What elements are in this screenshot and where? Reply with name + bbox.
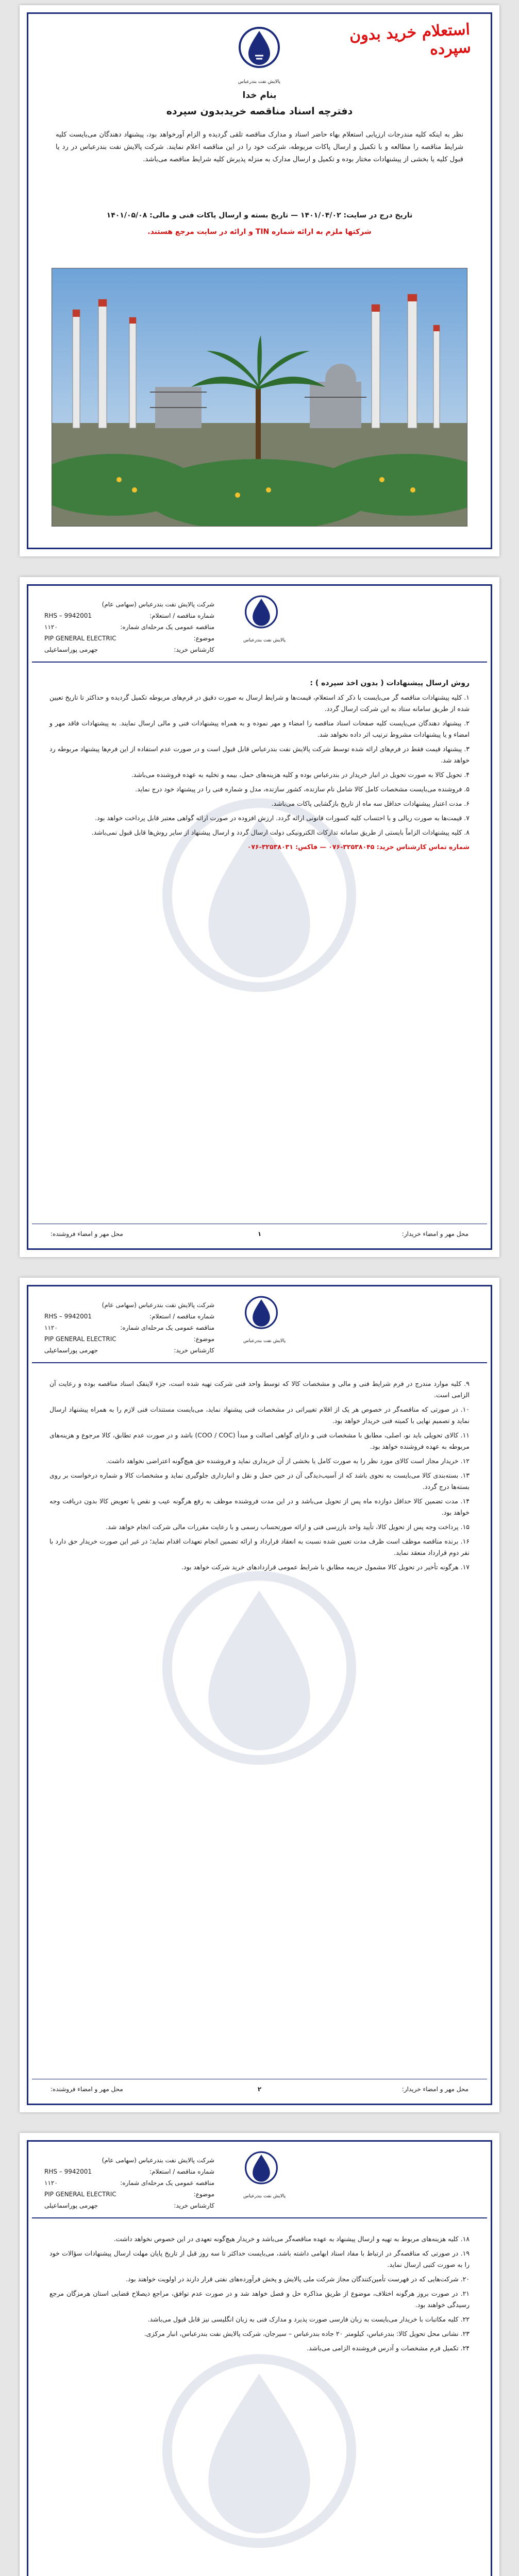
header-rfq-label: شماره مناقصه / استعلام:	[149, 1313, 214, 1320]
header-logo-caption: پالایش نفت بندرعباس	[243, 1338, 286, 1344]
term-paragraph: ۱. کلیه پیشنهادات مناقصه گر می‌بایست با ذکر کد استعلام، قیمت‌ها و شرایط ارسال به صورت دقیق در فرم‌های مربوطه تکمیل گردیده و حداکثر تا تاریخ تعیین شده از طریق سامانه ستاد به این شرکت ارسال گردد.	[49, 693, 470, 713]
buyer-signature-label: محل مهر و امضاء خریدار:	[401, 2086, 468, 2093]
term-paragraph: ۶. مدت اعتبار پیشنهادات حداقل سه ماه از تاریخ بازگشایی پاکات می‌باشد.	[271, 800, 470, 807]
term-paragraph: ۱۳. بسته‌بندی کالا می‌بایست به نحوی باشد که از آسیب‌دیدگی آن در حین حمل و نقل و انبارداری جلوگیری نماید و مشخصات کالا و شماره درخواست بر روی بسته‌ها درج گردد.	[49, 1471, 470, 1490]
term-paragraph: ۲۰. شرکت‌هایی که در فهرست تأمین‌کنندگان مجاز شرکت ملی پالایش و پخش فرآورده‌های نفتی قرار دارند در اولویت خواهند بود.	[126, 2275, 470, 2283]
header-subject: PIP GENERAL ELECTRIC	[44, 1335, 116, 1343]
page-header	[32, 589, 487, 663]
header-rfq-label: شماره مناقصه / استعلام:	[149, 2168, 214, 2175]
refinery-photo	[52, 268, 467, 527]
header-logo	[243, 1295, 286, 1344]
logo-caption: پالایش نفت بندرعباس	[238, 79, 281, 84]
page-number: ۱	[257, 1230, 262, 1238]
header-logo	[243, 595, 286, 643]
term-paragraph: ۲. پیشنهاد دهندگان می‌بایست کلیه صفحات اسناد مناقصه را امضاء و مهر نموده و به همراه پیشنهادات فنی و مالی ارسال نمایند. به پیشنهادات فاقد مهر و امضاء و یا پیشنهادات مشروط ترتیب اثر داده نخواهد شد.	[49, 719, 470, 738]
header-part-no: ۱۱۲۰	[44, 623, 58, 631]
header-logo-caption: پالایش نفت بندرعباس	[243, 638, 286, 643]
header-rfq-label: شماره مناقصه / استعلام:	[149, 612, 214, 619]
header-info	[44, 599, 214, 655]
header-logo-caption: پالایش نفت بندرعباس	[243, 2194, 286, 2199]
header-expert-label: کارشناس خرید:	[174, 1347, 214, 1354]
intro-text: نظر به اینکه کلیه مندرجات ارزیابی استعلام بهاء حاضر اسناد و مدارک مناقصه تلقی گردیده و الزام آورخواهد بود، پیشنهاد دهندگان می‌بایست کلیه شرایط مناقصه را مطالعه و با تکمیل و ارسال پاکات مربوطه، شرکت خود را در این مناقصه اعلام نمایند. شرکت پالایش نفت بندرعباس در رد یا قبول کلیه یا بخشی از پیشنهادات مختار بوده و تکمیل و ارسال مدارک به منزله پذیرش کلیه شرایط مناقصه می‌باشد.	[56, 131, 463, 163]
header-company: شرکت پالایش نفت بندرعباس (سهامی عام)	[102, 2157, 214, 2164]
header-subject-label: موضوع:	[193, 1335, 214, 1343]
header-expert-label: کارشناس خرید:	[174, 646, 214, 653]
contact-notice: شماره تماس کارشناس خرید: ۳۲۵۳۸۰۴۵-۰۷۶ — فاکس: ۳۲۵۳۸۰۳۱-۰۷۶	[247, 843, 470, 851]
term-paragraph: ۱۱. کالای تحویلی باید نو، اصلی، مطابق با مشخصات فنی و دارای گواهی اصالت و مبدأ (COO / COC) باشد و در صورت عدم تطابق، کالا مرجوع و هزینه‌های مربوطه به عهده فروشنده خواهد بود.	[49, 1431, 470, 1450]
page-header	[32, 1290, 487, 1363]
term-paragraph: ۲۱. در صورت بروز هرگونه اختلاف، موضوع از طریق مذاکره حل و فصل خواهد شد و در صورت عدم توافق، مراجع ذیصلاح قضایی استان هرمزگان مرجع رسیدگی خواهند بود.	[49, 2290, 470, 2309]
term-paragraph: ۱۷. هرگونه تأخیر در تحویل کالا مشمول جریمه مطابق با شرایط عمومی قراردادهای خرید شرکت خواهد بود.	[181, 1563, 470, 1571]
term-paragraph: ۲۳. نشانی محل تحویل کالا: بندرعباس، کیلومتر ۲۰ جاده بندرعباس – سیرجان، شرکت پالایش نفت بندرعباس، انبار مرکزی.	[144, 2330, 470, 2337]
header-part-label: مناقصه عمومی یک مرحله‌ای شماره:	[120, 2179, 214, 2187]
company-logo	[237, 26, 281, 84]
header-part-no: ۱۱۲۰	[44, 2179, 58, 2187]
term-paragraph: ۱۲. خریدار مجاز است کالای مورد نظر را به صورت کامل یا بخشی از آن خریداری نماید و فروشنده حق هیچ‌گونه اعتراضی نخواهد داشت.	[106, 1457, 470, 1465]
header-part-no: ۱۱۲۰	[44, 1324, 58, 1331]
term-paragraph: ۱۸. کلیه هزینه‌های مربوط به تهیه و ارسال پیشنهاد به عهده مناقصه‌گر می‌باشد و خریدار هیچ‌گونه تعهدی در این خصوص نخواهد داشت.	[113, 2235, 470, 2243]
header-expert-label: کارشناس خرید:	[174, 2202, 214, 2209]
term-paragraph: ۵. فروشنده می‌بایست مشخصات کامل کالا شامل نام سازنده، کشور سازنده، مدل و شماره فنی را در پیشنهاد خود درج نماید.	[135, 785, 470, 793]
page-number: ۲	[257, 2086, 262, 2093]
header-subject: PIP GENERAL ELECTRIC	[44, 2191, 116, 2198]
header-company: شرکت پالایش نفت بندرعباس (سهامی عام)	[102, 1301, 214, 1309]
tin-notice: شرکتها ملزم به ارائه شماره TIN و ارائه در سایت مرجع هستند.	[147, 228, 372, 236]
header-company: شرکت پالایش نفت بندرعباس (سهامی عام)	[102, 601, 214, 608]
header-part-label: مناقصه عمومی یک مرحله‌ای شماره:	[120, 1324, 214, 1331]
term-paragraph: ۱۴. مدت تضمین کالا حداقل دوازده ماه پس از تحویل می‌باشد و در این مدت فروشنده موظف به رفع هرگونه عیب و نقص یا تعویض کالا بدون دریافت وجه خواهد بود.	[49, 1497, 470, 1516]
term-paragraph: ۱۶. برنده مناقصه موظف است ظرف مدت تعیین شده نسبت به انعقاد قرارداد و ارائه تضمین انجام تعهدات اقدام نماید؛ در غیر این صورت خریدار حق دارد با نفر دوم قرارداد منعقد نماید.	[49, 1537, 470, 1556]
term-paragraph: ۲۴. تکمیل فرم مشخصات و آدرس فروشنده الزامی می‌باشد.	[307, 2344, 470, 2352]
header-expert: جهرمی پوراسماعیلی	[44, 646, 98, 653]
terms-page-3	[20, 2133, 499, 2576]
header-expert: جهرمی پوراسماعیلی	[44, 1347, 98, 1354]
terms-content-3	[49, 2233, 470, 2357]
watermark-logo	[138, 1566, 380, 1808]
greeting: بنام خدا	[242, 90, 277, 100]
header-logo	[243, 2150, 286, 2199]
term-paragraph: ۳. پیشنهاد قیمت فقط در فرم‌های ارائه شده توسط شرکت پالایش نفت بندرعباس قابل قبول است و در صورت عدم استفاده از این فرم‌ها پیشنهاد مربوطه رد خواهد شد.	[49, 745, 470, 764]
header-expert: جهرمی پوراسماعیلی	[44, 2202, 98, 2209]
no-deposit-stamp: استعلام خرید بدون سپرده	[349, 20, 472, 59]
page-footer	[32, 2079, 487, 2100]
term-paragraph: ۷. قیمت‌ها به صورت ریالی و با احتساب کلیه کسورات قانونی ارائه گردد. ارزش افزوده در صورت ارائه گواهی معتبر قابل پرداخت خواهد بود.	[95, 814, 470, 822]
header-info	[44, 1299, 214, 1356]
header-info	[44, 2155, 214, 2211]
page-header	[32, 2145, 487, 2218]
watermark-logo	[138, 2349, 380, 2576]
terms-page-1	[20, 577, 499, 1257]
terms-content-2	[49, 1378, 470, 1576]
term-paragraph: ۹. کلیه موارد مندرج در فرم شرایط فنی و مالی و مشخصات کالا که توسط واحد فنی شرکت تهیه شده است، جزء لاینفک اسناد مناقصه بوده و رعایت آن الزامی است.	[49, 1380, 470, 1399]
seller-signature-label: محل مهر و امضاء فروشنده:	[51, 1230, 123, 1238]
terms-page-2	[20, 1278, 499, 2112]
term-paragraph: ۴. تحویل کالا به صورت تحویل در انبار خریدار در بندرعباس بوده و کلیه هزینه‌های حمل، بیمه و تخلیه به عهده فروشنده می‌باشد.	[131, 771, 470, 778]
term-paragraph: ۸. کلیه پیشنهادات الزاماً بایستی از طریق سامانه تدارکات الکترونیکی دولت ارسال گردد و ارسال پیشنهاد از سایر روش‌ها قابل قبول نمی‌باشد.	[91, 828, 470, 836]
seller-signature-label: محل مهر و امضاء فروشنده:	[51, 2086, 123, 2093]
term-paragraph: ۱۹. در صورتی که مناقصه‌گر در ارتباط با مفاد اسناد ابهامی داشته باشد، می‌بایست حداکثر تا سه روز قبل از تاریخ پایان مهلت ارسال پیشنهادات سؤالات خود را به صورت کتبی ارسال نماید.	[49, 2249, 470, 2268]
publish-dates: تاریخ درج در سایت: ۱۴۰۱/۰۴/۰۲ — تاریخ بسته و ارسال پاکات فنی و مالی: ۱۴۰۱/۰۵/۰۸	[106, 211, 413, 219]
header-subject-label: موضوع:	[193, 2191, 214, 2198]
header-rfq-no: RHS – 9942001	[44, 1313, 92, 1320]
page-footer	[32, 1224, 487, 1245]
term-paragraph: ۱۵. پرداخت وجه پس از تحویل کالا، تأیید واحد بازرسی فنی و ارائه صورتحساب رسمی و با رعایت مقررات مالی شرکت انجام خواهد شد.	[106, 1523, 470, 1531]
buyer-signature-label: محل مهر و امضاء خریدار:	[401, 1230, 468, 1238]
header-rfq-no: RHS – 9942001	[44, 612, 92, 619]
term-paragraph: ۲۲. کلیه مکاتبات با خریدار می‌بایست به زبان فارسی صورت پذیرد و مدارک فنی به زبان انگلیسی نیز قابل قبول می‌باشد.	[147, 2315, 470, 2323]
header-subject: PIP GENERAL ELECTRIC	[44, 635, 116, 642]
header-part-label: مناقصه عمومی یک مرحله‌ای شماره:	[120, 623, 214, 631]
document-title: دفترچه اسناد مناقصه خریدبدون سپرده	[166, 106, 353, 117]
section-title: روش ارسال پیشنهادات ( بدون اخذ سپرده ) :	[310, 679, 470, 687]
header-subject-label: موضوع:	[193, 635, 214, 642]
header-rfq-no: RHS – 9942001	[44, 2168, 92, 2175]
cover-page	[20, 5, 499, 556]
terms-content-1	[49, 677, 470, 856]
term-paragraph: ۱۰. در صورتی که مناقصه‌گر در خصوص هر یک از اقلام تغییراتی در مشخصات فنی پیشنهاد نماید، می‌بایست مستندات فنی لازم را به همراه پیشنهاد ارسال نماید و تصمیم نهایی با کمیته فنی خریدار خواهد بود.	[49, 1405, 470, 1425]
